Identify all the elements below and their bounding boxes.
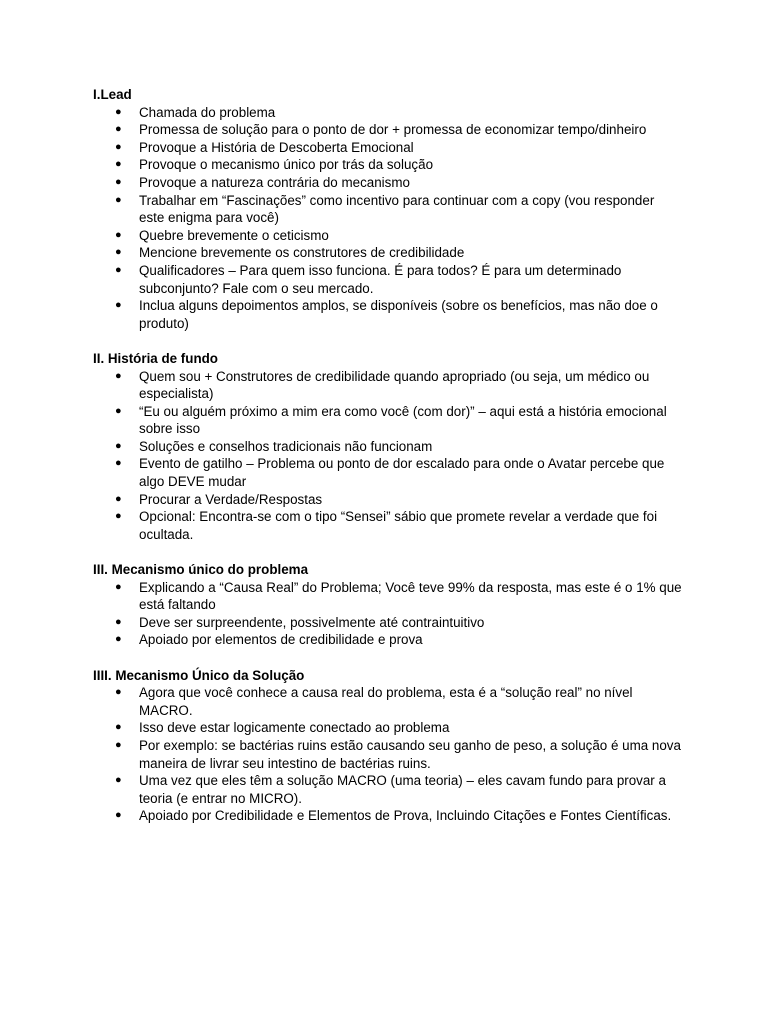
bullet-icon: ● xyxy=(115,738,122,751)
bullet-icon: ● xyxy=(115,686,122,699)
bullet-list xyxy=(93,104,683,333)
list-item-text: Apoiado por elementos de credibilidade e prova xyxy=(139,632,423,648)
bullet-icon: ● xyxy=(115,510,122,523)
bullet-icon: ● xyxy=(115,404,122,417)
bullet-icon: ● xyxy=(115,492,122,505)
list-item-text: “Eu ou alguém próximo a mim era como você (com dor)” – aqui está a história emocional sobre isso xyxy=(139,403,667,437)
list-item xyxy=(93,455,683,490)
bullet-icon: ● xyxy=(115,299,122,312)
list-item xyxy=(93,192,683,227)
list-item-text: Uma vez que eles têm a solução MACRO (uma teoria) – eles cavam fundo para provar a teoria (e entrar no MICRO). xyxy=(139,773,666,806)
bullet-icon: ● xyxy=(115,439,122,452)
list-item-text: Provoque a História de Descoberta Emocional xyxy=(139,139,414,155)
bullet-icon: ● xyxy=(115,158,122,171)
list-item-text: Deve ser surpreendente, possivelmente até contraintuitivo xyxy=(139,614,485,630)
list-item-text: Promessa de solução para o ponto de dor + promessa de economizar tempo/dinheiro xyxy=(139,122,647,138)
bullet-icon: ● xyxy=(115,175,122,188)
list-item xyxy=(93,403,683,438)
bullet-icon: ● xyxy=(115,721,122,734)
bullet-icon: ● xyxy=(115,809,122,822)
section-heading: I.Lead xyxy=(93,87,132,102)
list-item-text: Por exemplo: se bactérias ruins estão causando seu ganho de peso, a solução é uma nova maneira de livrar seu intestino de bactérias ruins. xyxy=(139,737,681,771)
list-item xyxy=(93,684,683,719)
bullet-icon: ● xyxy=(115,246,122,259)
list-item xyxy=(93,297,683,332)
list-item-text: Agora que você conhece a causa real do problema, esta é a “solução real” no nível MACRO. xyxy=(139,685,633,718)
bullet-icon: ● xyxy=(115,633,122,646)
bullet-list xyxy=(93,579,683,649)
list-item-text: Qualificadores – Para quem isso funciona. É para todos? É para um determinado subconjunto? Fale com o seu mercado. xyxy=(139,262,622,296)
list-item xyxy=(93,631,683,649)
list-item xyxy=(93,737,683,772)
list-item-text: Quebre brevemente o ceticismo xyxy=(139,227,329,243)
bullet-icon: ● xyxy=(115,774,122,787)
list-item-text: Quem sou + Construtores de credibilidade quando apropriado (ou seja, um médico ou especialista) xyxy=(139,368,650,402)
bullet-list xyxy=(93,368,683,544)
list-item xyxy=(93,368,683,403)
bullet-icon: ● xyxy=(115,193,122,206)
list-item-text: Soluções e conselhos tradicionais não funcionam xyxy=(139,438,433,454)
document-section xyxy=(93,86,683,332)
list-item-text: Provoque a natureza contrária do mecanismo xyxy=(139,174,410,190)
document-section xyxy=(93,561,683,649)
document-section xyxy=(93,667,683,825)
list-item xyxy=(93,244,683,262)
bullet-icon: ● xyxy=(115,369,122,382)
list-item xyxy=(93,156,683,174)
bullet-icon: ● xyxy=(115,105,122,118)
list-item xyxy=(93,139,683,157)
bullet-icon: ● xyxy=(115,457,122,470)
list-item xyxy=(93,614,683,632)
list-item xyxy=(93,174,683,192)
document-section xyxy=(93,350,683,544)
list-item-text: Chamada do problema xyxy=(139,104,276,120)
list-item xyxy=(93,807,683,825)
list-item-text: Mencione brevemente os construtores de credibilidade xyxy=(139,245,465,261)
bullet-icon: ● xyxy=(115,228,122,241)
list-item xyxy=(93,262,683,297)
list-item-text: Provoque o mecanismo único por trás da solução xyxy=(139,157,434,173)
list-item xyxy=(93,579,683,614)
bullet-list xyxy=(93,684,683,825)
bullet-icon: ● xyxy=(115,580,122,593)
list-item-text: Apoiado por Credibilidade e Elementos de Prova, Incluindo Citações e Fontes Científicas. xyxy=(139,808,672,824)
list-item xyxy=(93,772,683,807)
bullet-icon: ● xyxy=(115,140,122,153)
list-item-text: Inclua alguns depoimentos amplos, se disponíveis (sobre os benefícios, mas não doe o produto) xyxy=(139,298,658,331)
list-item xyxy=(93,227,683,245)
bullet-icon: ● xyxy=(115,615,122,628)
list-item-text: Opcional: Encontra-se com o tipo “Sensei” sábio que promete revelar a verdade que foi ocultada. xyxy=(139,509,658,542)
list-item-text: Trabalhar em “Fascinações” como incentivo para continuar com a copy (vou responder este enigma para você) xyxy=(139,192,655,226)
list-item-text: Procurar a Verdade/Respostas xyxy=(139,491,323,507)
list-item-text: Evento de gatilho – Problema ou ponto de dor escalado para onde o Avatar percebe que algo DEVE mudar xyxy=(139,456,665,490)
section-heading: IIII. Mecanismo Único da Solução xyxy=(93,667,305,683)
section-heading: II. História de fundo xyxy=(93,350,218,366)
bullet-icon: ● xyxy=(115,123,122,136)
bullet-icon: ● xyxy=(115,263,122,276)
list-item-text: Explicando a “Causa Real” do Problema; Você teve 99% da resposta, mas este é o 1% que está faltando xyxy=(139,579,682,613)
list-item xyxy=(93,719,683,737)
list-item xyxy=(93,438,683,456)
list-item xyxy=(93,104,683,122)
list-item xyxy=(93,508,683,543)
list-item xyxy=(93,121,683,139)
document-page xyxy=(93,86,683,843)
list-item-text: Isso deve estar logicamente conectado ao problema xyxy=(139,720,450,736)
section-heading: III. Mecanismo único do problema xyxy=(93,562,309,578)
list-item xyxy=(93,491,683,509)
